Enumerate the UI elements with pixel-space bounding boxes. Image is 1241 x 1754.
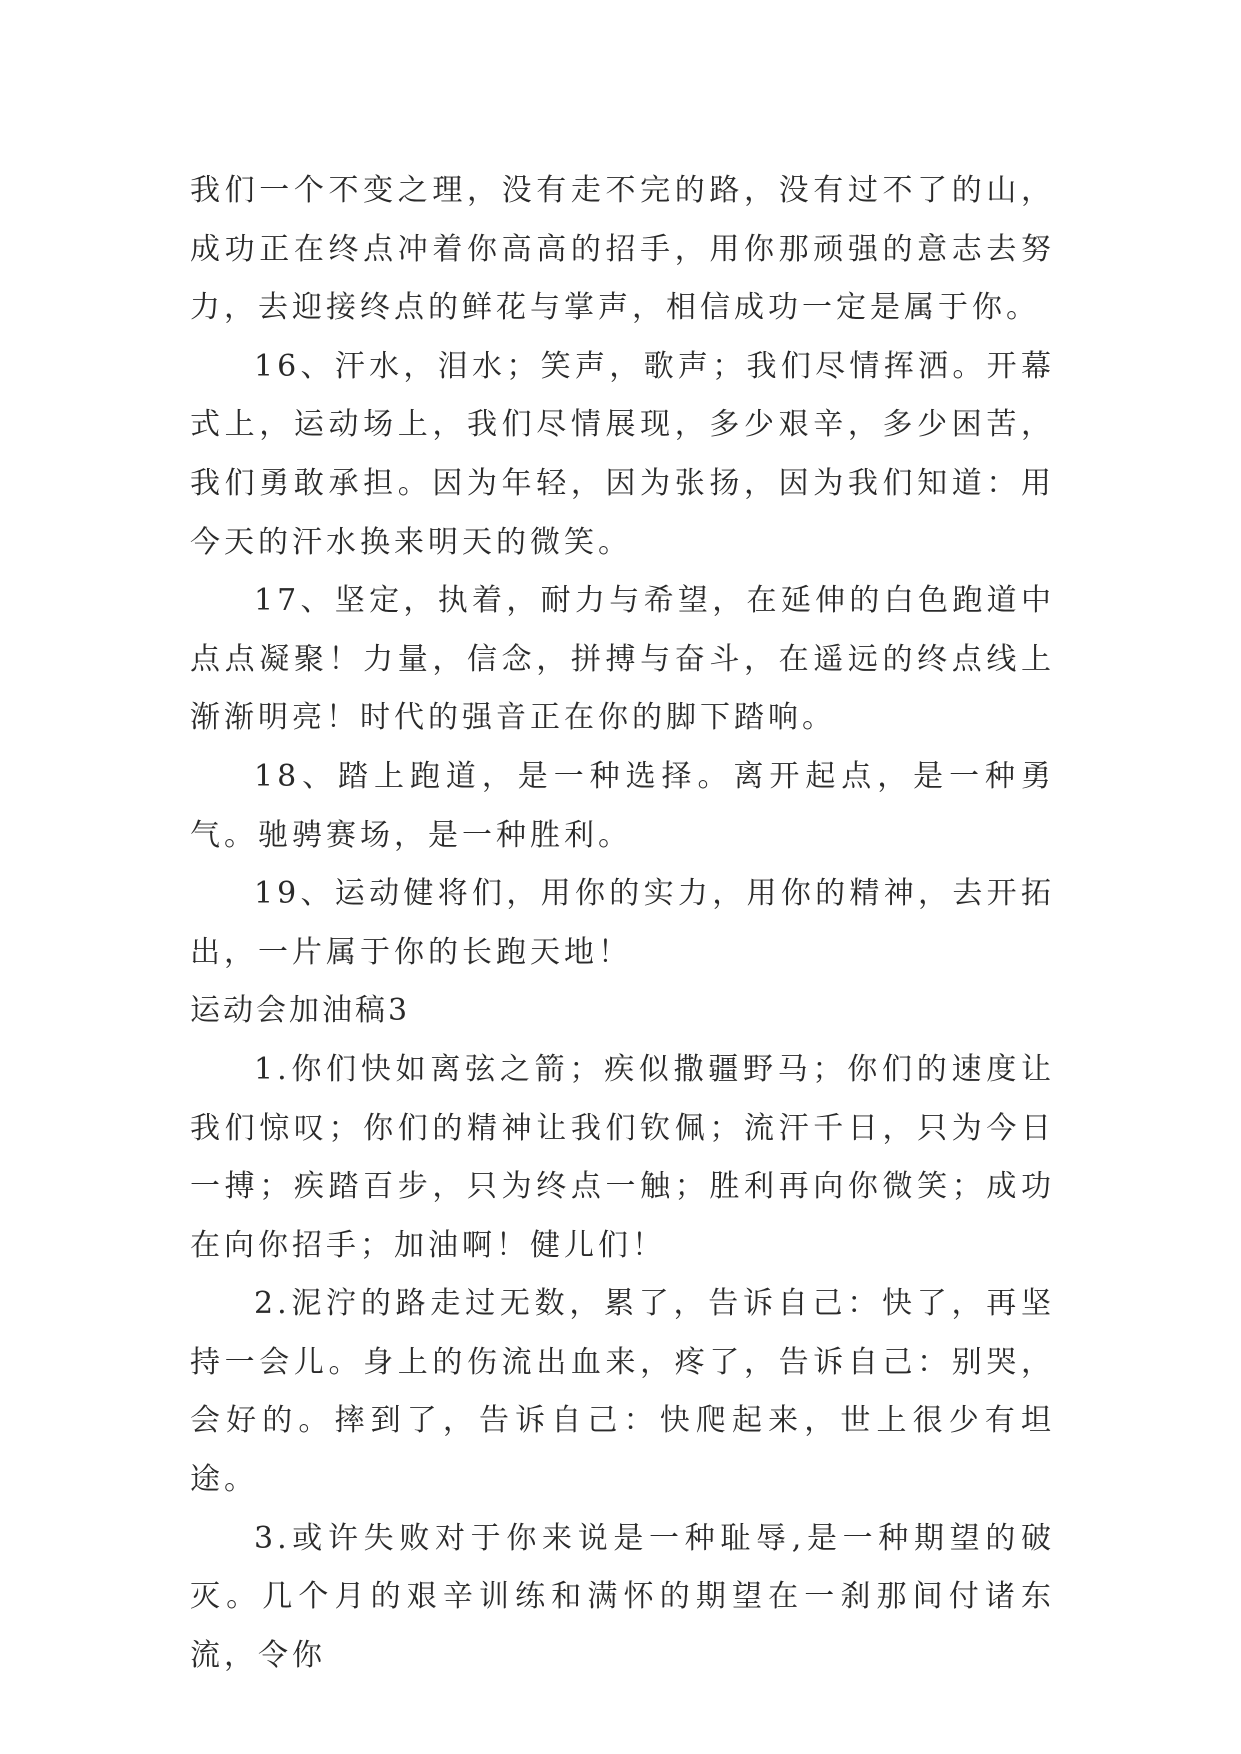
- section-paragraph-3: 3.或许失败对于你来说是一种耻辱,是一种期望的破灭。几个月的艰辛训练和满怀的期望在一刹那间付诸东流，令你: [190, 1520, 1055, 1673]
- paragraph-17: 17、坚定，执着，耐力与希望，在延伸的白色跑道中点点凝聚！力量，信念，拼搏与奋斗，在遥远的终点线上渐渐明亮！时代的强音正在你的脚下踏响。: [190, 583, 1055, 736]
- paragraph-16: 16、汗水，泪水；笑声，歌声；我们尽情挥洒。开幕式上，运动场上，我们尽情展现，多少艰辛，多少困苦，我们勇敢承担。因为年轻，因为张扬，因为我们知道：用今天的汗水换来明天的微笑。: [190, 348, 1055, 560]
- section-paragraph-1: 1.你们快如离弦之箭；疾似撒疆野马；你们的速度让我们惊叹；你们的精神让我们钦佩；流汗千日，只为今日一搏；疾踏百步，只为终点一触；胜利再向你微笑；成功在向你招手；加油啊！健儿们！: [190, 1051, 1055, 1263]
- paragraph-19: 19、运动健将们，用你的实力，用你的精神，去开拓出，一片属于你的长跑天地！: [190, 876, 1055, 970]
- section-paragraph-2: 2.泥泞的路走过无数，累了，告诉自己：快了，再坚持一会儿。身上的伤流出血来，疼了，告诉自己：别哭，会好的。摔到了，告诉自己：快爬起来，世上很少有坦途。: [190, 1286, 1055, 1498]
- document-body: [190, 162, 1055, 1685]
- section-heading: 运动会加油稿3: [190, 993, 411, 1029]
- paragraph-18: 18、踏上跑道，是一种选择。离开起点，是一种勇气。驰骋赛场，是一种胜利。: [190, 758, 1055, 853]
- paragraph-continued: 我们一个不变之理，没有走不完的路，没有过不了的山，成功正在终点冲着你高高的招手，用你那顽强的意志去努力，去迎接终点的鲜花与掌声，相信成功一定是属于你。: [190, 173, 1055, 326]
